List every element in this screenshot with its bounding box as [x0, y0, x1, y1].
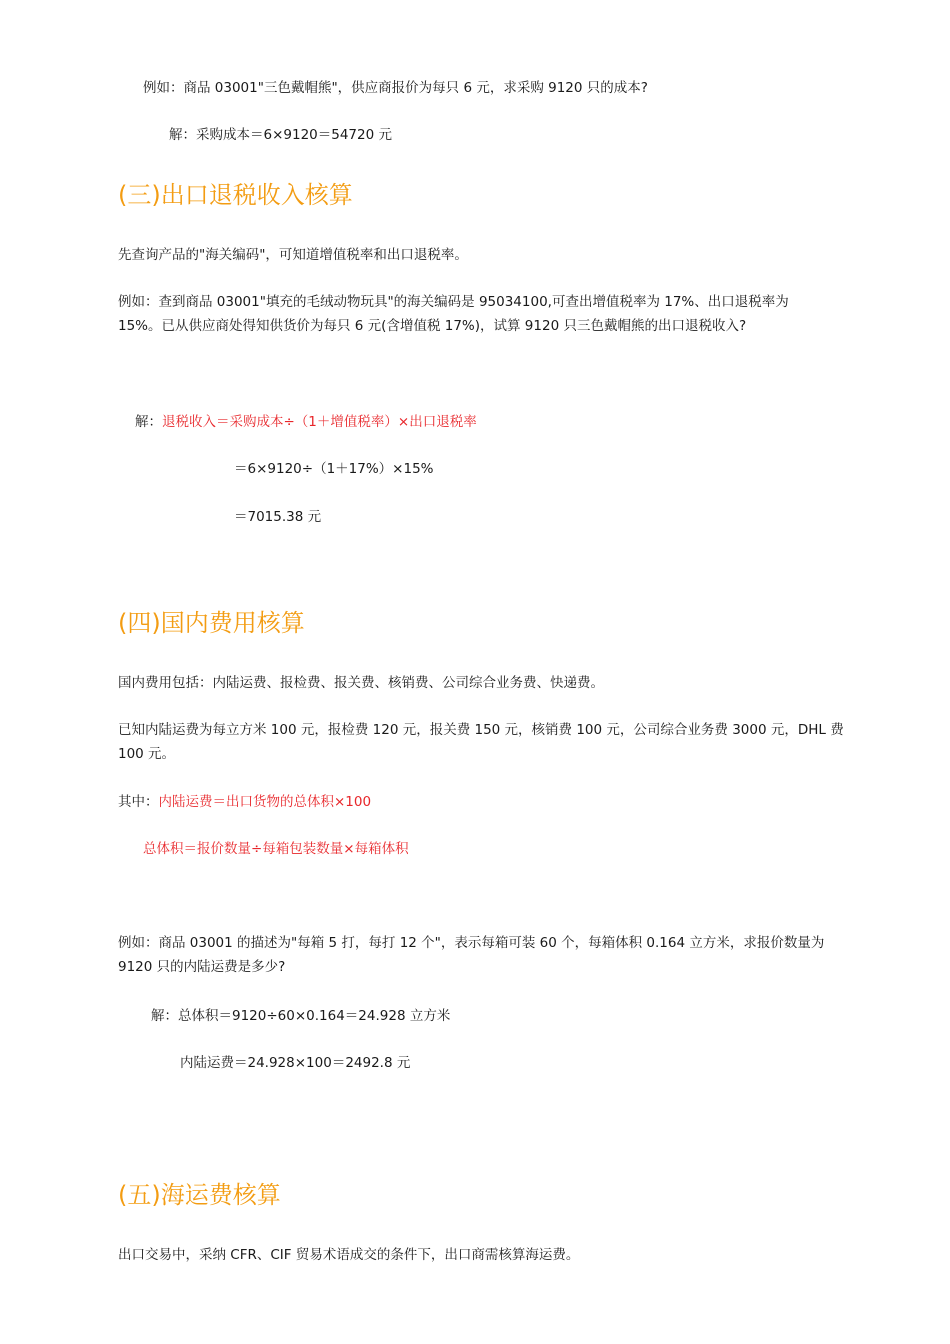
section-heading-export-rebate: (三)出口退税收入核算 — [118, 181, 353, 209]
where-prefix: 其中： — [118, 794, 159, 810]
total-volume-answer: 解：总体积＝9120÷60×0.164＝24.928 立方米 — [151, 1008, 451, 1024]
example-purchase-question: 例如：商品 03001"三色戴帽熊"，供应商报价为每只 6 元，求采购 9120 只的成本? — [143, 80, 648, 96]
rebate-calculation-step: ＝6×9120÷（1＋17%）×15% — [234, 461, 434, 477]
answer-prefix: 解： — [135, 414, 162, 430]
inland-freight-formula: 内陆运费＝出口货物的总体积×100 — [158, 794, 372, 810]
total-volume-formula: 总体积＝报价数量÷每箱包装数量×每箱体积 — [143, 841, 409, 857]
section-heading-ocean-freight: (五)海运费核算 — [118, 1181, 281, 1209]
inland-freight-example-question: 例如：商品 03001 的描述为"每箱 5 打，每打 12 个"，表示每箱可装 60 个，每箱体积 0.164 立方米，求报价数量为 9120 只的内陆运费是多少? — [118, 935, 825, 975]
rebate-formula: 退税收入＝采购成本÷（1＋增值税率）×出口退税率 — [162, 414, 477, 430]
rebate-intro: 先查询产品的"海关编码"，可知道增值税率和出口退税率。 — [118, 247, 468, 263]
example-purchase-answer: 解：采购成本＝6×9120＝54720 元 — [169, 127, 392, 143]
inland-freight-formula-line — [118, 790, 371, 814]
section-heading-domestic-costs: (四)国内费用核算 — [118, 609, 305, 637]
ocean-freight-intro: 出口交易中，采纳 CFR、CIF 贸易术语成交的条件下，出口商需核算海运费。 — [118, 1247, 580, 1263]
rebate-example-question: 例如：查到商品 03001"填充的毛绒动物玩具"的海关编码是 95034100,可查出增值税率为 17%、出口退税率为 15%。已从供应商处得知供货价为每只 6 元(含增值税 17%)，试算 9120 只三色戴帽熊的出口退税收入? — [118, 294, 789, 334]
inland-freight-answer: 内陆运费＝24.928×100＝2492.8 元 — [180, 1055, 411, 1071]
domestic-costs-known-values: 已知内陆运费为每立方米 100 元，报检费 120 元，报关费 150 元，核销费 100 元，公司综合业务费 3000 元，DHL 费 100 元。 — [118, 722, 844, 762]
rebate-answer-line — [135, 410, 477, 434]
rebate-calculation-result: ＝7015.38 元 — [234, 509, 322, 525]
domestic-costs-intro: 国内费用包括：内陆运费、报检费、报关费、核销费、公司综合业务费、快递费。 — [118, 675, 604, 691]
